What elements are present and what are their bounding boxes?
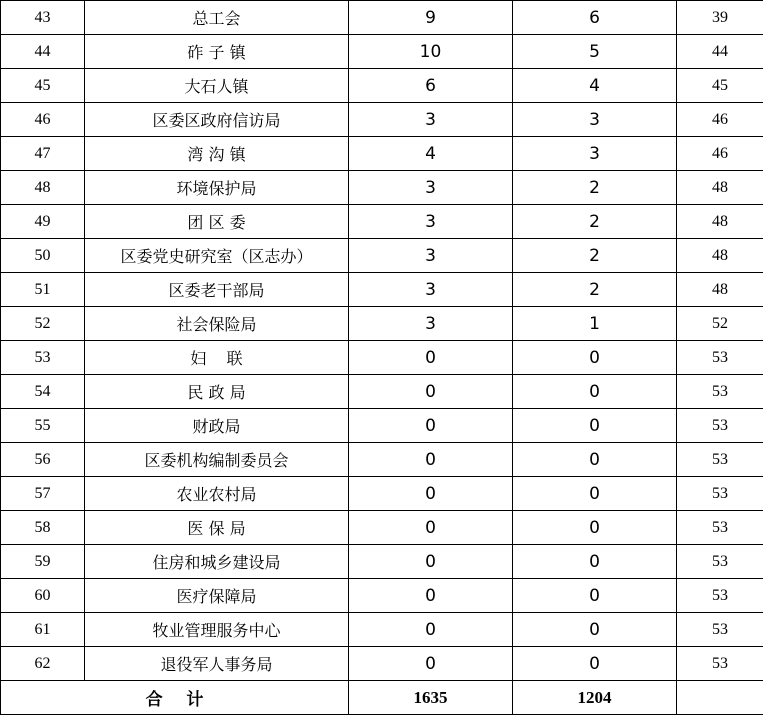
value-a: 0 bbox=[349, 409, 513, 443]
total-a: 1635 bbox=[349, 681, 513, 715]
value-b: 2 bbox=[513, 171, 677, 205]
table-row bbox=[1, 443, 763, 477]
rank-value: 53 bbox=[677, 579, 763, 613]
table-row bbox=[1, 239, 763, 273]
value-a: 3 bbox=[349, 103, 513, 137]
table-row bbox=[1, 647, 763, 681]
row-index: 51 bbox=[1, 273, 85, 307]
table-row bbox=[1, 545, 763, 579]
value-a: 3 bbox=[349, 307, 513, 341]
row-index: 59 bbox=[1, 545, 85, 579]
value-b: 0 bbox=[513, 579, 677, 613]
rank-value: 46 bbox=[677, 103, 763, 137]
rank-value: 48 bbox=[677, 273, 763, 307]
value-a: 0 bbox=[349, 545, 513, 579]
table-body bbox=[1, 1, 763, 715]
value-a: 0 bbox=[349, 579, 513, 613]
unit-name: 团 区 委 bbox=[85, 205, 349, 239]
table-row bbox=[1, 409, 763, 443]
value-b: 0 bbox=[513, 375, 677, 409]
rank-value: 53 bbox=[677, 613, 763, 647]
row-index: 56 bbox=[1, 443, 85, 477]
total-b: 1204 bbox=[513, 681, 677, 715]
table-row bbox=[1, 511, 763, 545]
rank-value: 53 bbox=[677, 647, 763, 681]
value-b: 2 bbox=[513, 205, 677, 239]
value-a: 0 bbox=[349, 511, 513, 545]
unit-name: 区委党史研究室（区志办） bbox=[85, 239, 349, 273]
table-row bbox=[1, 273, 763, 307]
value-a: 0 bbox=[349, 613, 513, 647]
total-row bbox=[1, 681, 763, 715]
value-b: 0 bbox=[513, 647, 677, 681]
value-b: 2 bbox=[513, 239, 677, 273]
value-b: 3 bbox=[513, 103, 677, 137]
unit-name: 区委机构编制委员会 bbox=[85, 443, 349, 477]
unit-name: 医 保 局 bbox=[85, 511, 349, 545]
table-row bbox=[1, 205, 763, 239]
row-index: 45 bbox=[1, 69, 85, 103]
value-a: 3 bbox=[349, 273, 513, 307]
value-a: 0 bbox=[349, 341, 513, 375]
unit-name: 财政局 bbox=[85, 409, 349, 443]
value-b: 0 bbox=[513, 409, 677, 443]
row-index: 49 bbox=[1, 205, 85, 239]
value-b: 3 bbox=[513, 137, 677, 171]
row-index: 43 bbox=[1, 1, 85, 35]
unit-name: 区委区政府信访局 bbox=[85, 103, 349, 137]
row-index: 60 bbox=[1, 579, 85, 613]
table-row bbox=[1, 477, 763, 511]
row-index: 52 bbox=[1, 307, 85, 341]
unit-name: 民 政 局 bbox=[85, 375, 349, 409]
value-a: 10 bbox=[349, 35, 513, 69]
value-a: 0 bbox=[349, 477, 513, 511]
row-index: 46 bbox=[1, 103, 85, 137]
table-row bbox=[1, 69, 763, 103]
row-index: 62 bbox=[1, 647, 85, 681]
row-index: 58 bbox=[1, 511, 85, 545]
row-index: 54 bbox=[1, 375, 85, 409]
rank-value: 53 bbox=[677, 375, 763, 409]
value-a: 0 bbox=[349, 443, 513, 477]
table-row bbox=[1, 1, 763, 35]
rank-value: 53 bbox=[677, 477, 763, 511]
total-rank bbox=[677, 681, 763, 715]
rank-value: 48 bbox=[677, 171, 763, 205]
rank-value: 53 bbox=[677, 409, 763, 443]
value-a: 4 bbox=[349, 137, 513, 171]
value-b: 2 bbox=[513, 273, 677, 307]
rank-value: 48 bbox=[677, 239, 763, 273]
table-row bbox=[1, 35, 763, 69]
value-a: 3 bbox=[349, 205, 513, 239]
rank-value: 44 bbox=[677, 35, 763, 69]
row-index: 57 bbox=[1, 477, 85, 511]
unit-name: 牧业管理服务中心 bbox=[85, 613, 349, 647]
table-row bbox=[1, 579, 763, 613]
row-index: 55 bbox=[1, 409, 85, 443]
value-b: 1 bbox=[513, 307, 677, 341]
row-index: 47 bbox=[1, 137, 85, 171]
rank-value: 45 bbox=[677, 69, 763, 103]
unit-name: 退役军人事务局 bbox=[85, 647, 349, 681]
unit-name: 医疗保障局 bbox=[85, 579, 349, 613]
value-a: 0 bbox=[349, 375, 513, 409]
row-index: 61 bbox=[1, 613, 85, 647]
value-b: 0 bbox=[513, 545, 677, 579]
value-b: 0 bbox=[513, 477, 677, 511]
value-b: 0 bbox=[513, 341, 677, 375]
value-b: 4 bbox=[513, 69, 677, 103]
value-b: 0 bbox=[513, 511, 677, 545]
value-a: 9 bbox=[349, 1, 513, 35]
rank-value: 53 bbox=[677, 443, 763, 477]
table-row bbox=[1, 375, 763, 409]
unit-name: 大石人镇 bbox=[85, 69, 349, 103]
row-index: 44 bbox=[1, 35, 85, 69]
unit-name: 农业农村局 bbox=[85, 477, 349, 511]
value-a: 3 bbox=[349, 239, 513, 273]
value-a: 0 bbox=[349, 647, 513, 681]
value-b: 0 bbox=[513, 613, 677, 647]
table-row bbox=[1, 613, 763, 647]
table-row bbox=[1, 137, 763, 171]
row-index: 48 bbox=[1, 171, 85, 205]
value-b: 6 bbox=[513, 1, 677, 35]
unit-name: 区委老干部局 bbox=[85, 273, 349, 307]
value-a: 3 bbox=[349, 171, 513, 205]
value-a: 6 bbox=[349, 69, 513, 103]
unit-name: 妇 联 bbox=[85, 341, 349, 375]
table-row bbox=[1, 171, 763, 205]
unit-name: 环境保护局 bbox=[85, 171, 349, 205]
unit-name: 湾 沟 镇 bbox=[85, 137, 349, 171]
row-index: 53 bbox=[1, 341, 85, 375]
rank-value: 46 bbox=[677, 137, 763, 171]
total-label: 合 计 bbox=[1, 681, 349, 715]
unit-name: 住房和城乡建设局 bbox=[85, 545, 349, 579]
rank-value: 52 bbox=[677, 307, 763, 341]
rank-value: 39 bbox=[677, 1, 763, 35]
rank-value: 48 bbox=[677, 205, 763, 239]
value-b: 5 bbox=[513, 35, 677, 69]
table-row bbox=[1, 103, 763, 137]
value-b: 0 bbox=[513, 443, 677, 477]
rank-value: 53 bbox=[677, 511, 763, 545]
unit-name: 砟 子 镇 bbox=[85, 35, 349, 69]
rank-value: 53 bbox=[677, 545, 763, 579]
unit-name: 总工会 bbox=[85, 1, 349, 35]
rank-value: 53 bbox=[677, 341, 763, 375]
unit-name: 社会保险局 bbox=[85, 307, 349, 341]
row-index: 50 bbox=[1, 239, 85, 273]
table-row bbox=[1, 307, 763, 341]
table-row bbox=[1, 341, 763, 375]
